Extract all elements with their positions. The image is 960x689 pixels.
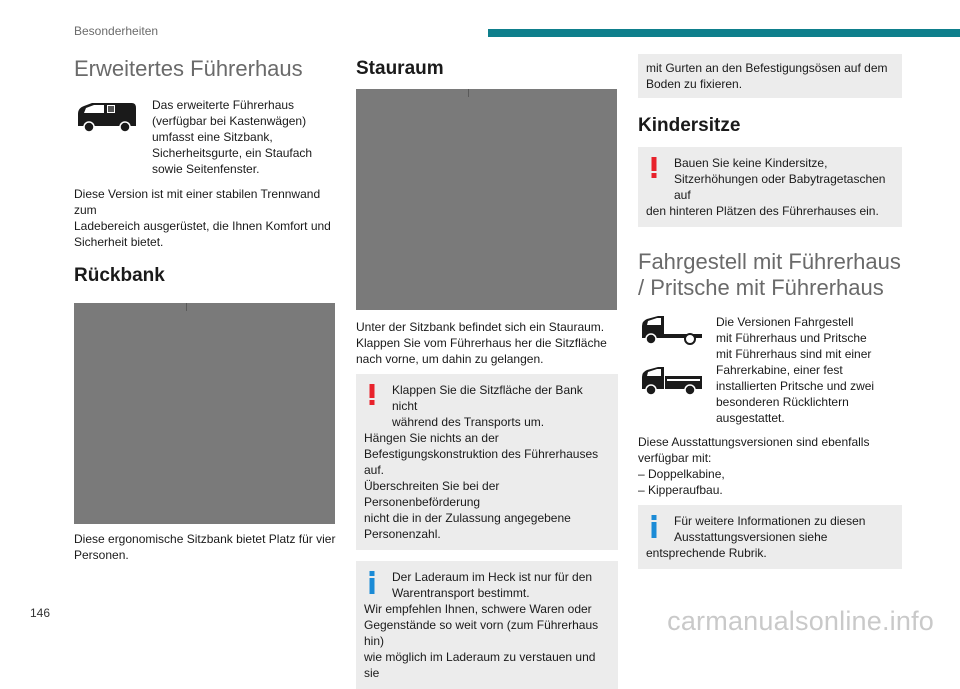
heading-extended-cab: Erweitertes Führerhaus xyxy=(74,56,303,81)
info-icon xyxy=(650,515,658,543)
extended-cab-icon-block xyxy=(74,97,336,177)
column-middle xyxy=(356,54,618,689)
storage-photo xyxy=(356,89,617,310)
platform-cab-icon xyxy=(638,365,716,402)
heading-storage: Stauraum xyxy=(356,58,444,79)
running-header: Besonderheiten xyxy=(74,24,159,38)
rear-bench-photo xyxy=(74,303,335,524)
heading-chassis-cab: Fahrgestell mit Führerhaus / Pritsche mit Führerhaus xyxy=(638,249,901,301)
chassis-cab-icon xyxy=(638,314,716,351)
storage-info-note: Der Laderaum im Heck ist nur für den Warentransport bestimmt. Wir empfehlen Ihnen, schwere Waren oder Gegenstände so weit vorn (zum Führerhaus hin) wie möglich im Laderaum zu verstauen und sie xyxy=(356,561,618,689)
column-left xyxy=(74,54,336,563)
chassis-options-paragraph: Diese Ausstattungsversionen sind ebenfalls verfügbar mit: – Doppelkabine, – Kipperaufbau. xyxy=(638,434,870,497)
column-right xyxy=(638,54,902,569)
chassis-info-note: Für weitere Informationen zu diesen Ausstattungsversionen siehe entsprechende Rubrik. xyxy=(638,505,902,569)
heading-child-seats: Kindersitze xyxy=(638,115,741,136)
page-number: 146 xyxy=(30,606,51,620)
storage-info-continued: mit Gurten an den Befestigungsösen auf dem Boden zu fixieren. xyxy=(638,54,902,98)
warning-icon xyxy=(368,384,376,410)
header-accent-bar xyxy=(488,29,960,37)
storage-paragraph: Unter der Sitzbank befindet sich ein Stauraum. Klappen Sie vom Führerhaus her die Sitzfläche nach vorne, um dahin zu gelangen. xyxy=(356,320,607,366)
chassis-icon-block xyxy=(638,314,902,426)
van-icon xyxy=(74,97,152,139)
warning-icon xyxy=(650,157,658,183)
info-icon xyxy=(368,571,376,599)
rear-bench-caption: Diese ergonomische Sitzbank bietet Platz für vier Personen. xyxy=(74,532,336,563)
extended-cab-description: Das erweiterte Führerhaus (verfügbar bei Kastenwägen) umfasst eine Sitzbank, Sicherheitsgurte, ein Staufach sowie Seitenfenster. xyxy=(152,98,313,177)
child-seats-warning-note: Bauen Sie keine Kindersitze, Sitzerhöhungen oder Babytragetaschen auf den hinteren Plätzen des Führerhauses ein. xyxy=(638,147,902,227)
watermark: carmanualsonline.info xyxy=(667,606,934,636)
partition-paragraph: Diese Version ist mit einer stabilen Trennwand zum Ladebereich ausgerüstet, die Ihnen Komfort und Sicherheit bietet. xyxy=(74,187,331,250)
chassis-description: Die Versionen Fahrgestell mit Führerhaus und Pritsche mit Führerhaus sind mit einer Fahrerkabine, einer fest installierten Pritsche und zwei besonderen Rücklichtern ausgestattet. xyxy=(716,314,875,425)
storage-warning-note: Klappen Sie die Sitzfläche der Bank nicht während des Transports um. Hängen Sie nichts an der Befestigungskonstruktion des Führerhauses auf. Überschreiten Sie bei der Personenbeförderung nicht die in der Zulassung angegebene Personenzahl. xyxy=(356,374,618,550)
heading-rear-bench: Rückbank xyxy=(74,265,165,287)
